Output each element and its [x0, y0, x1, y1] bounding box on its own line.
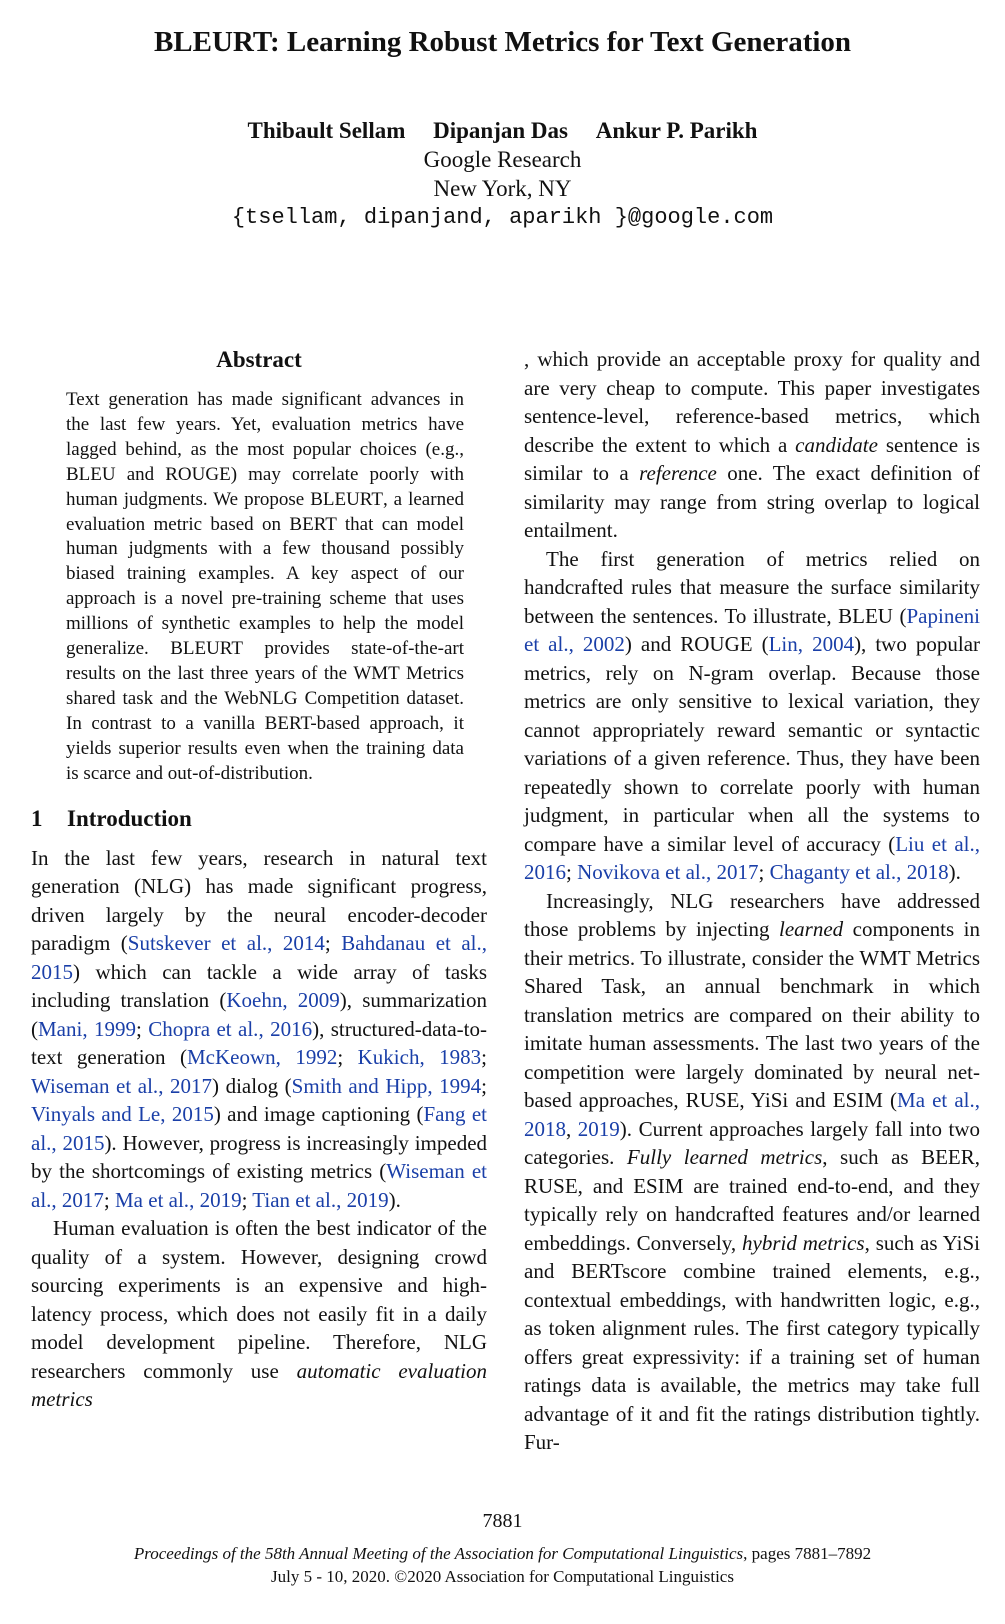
citation-link[interactable]: Lin, 2004	[768, 632, 855, 656]
text-run: ).	[948, 860, 961, 884]
section-heading-introduction	[31, 804, 487, 834]
citation-link[interactable]: Smith and Hipp, 1994	[291, 1073, 482, 1098]
text-run: ) and ROUGE (	[624, 632, 769, 656]
abstract-part: Text generation has made significant advances in the last few years. Yet, evaluation metrics have lagged behind, as the most popular choices (e.g., BLEU and ROUGE) may correlate poorly with human judgments. We propose	[66, 389, 464, 510]
citation-link[interactable]: Bahdanau et al., 2015	[31, 931, 488, 984]
abstract-heading: Abstract	[216, 347, 302, 372]
text-run: ).	[388, 1187, 401, 1212]
citation-link[interactable]: Chopra et al., 2016	[148, 1016, 313, 1041]
page-number: 7881	[482, 1510, 523, 1532]
left-column	[31, 345, 487, 1414]
text-run: components in their metrics. To illustrate, consider the WMT Metrics Shared Task, an annual benchmark in which translation metrics are compared on their ability to imitate human assessments. The last two years of the competition were largely dominated by neural net-based approaches, RUSE, YiSi and ESIM (	[524, 917, 980, 1112]
location: New York, NY	[433, 176, 572, 201]
text-run: ), two popular metrics, rely on N-gram overlap. Because those metrics are only sensitive to lexical variation, they cannot appropriately reward semantic or syntactic variations of a given reference. Thus, they have been repeatedly shown to correlate poorly with human judgment, in particular when all the systems to compare have a similar level of accuracy (	[524, 632, 981, 856]
citation-link[interactable]: Koehn, 2009	[226, 988, 340, 1012]
text-run: , such as YiSi and BERTscore combine trained elements, e.g., contextual embeddings, with handwritten logic, e.g., as token alignment rules. The first category typically offers great expressivity: if a training set of human ratings data is available, the metrics may take full advantage of it and fit the ratings distribution tightly. Fur-	[524, 1230, 980, 1454]
author-name: Dipanjan Das	[433, 118, 568, 143]
author-email: {tsellam, dipanjand, aparikh }@google.com	[231, 205, 774, 230]
citation-link[interactable]: Chaganty et al., 2018	[769, 860, 949, 884]
text-run: ). Current approaches largely fall into two categories.	[524, 1116, 980, 1169]
citation-link[interactable]: Liu et al., 2016	[524, 831, 980, 884]
text-run: ) which can tackle a wide array of tasks including translation (	[31, 959, 487, 1012]
author-name: Ankur P. Parikh	[595, 118, 758, 143]
text-run: Human evaluation is often the best indicator of the quality of a system. However, designing crowd sourcing experiments is an expensive and high-latency process, which does not easily fit in a daily model development pipeline. Therefore, NLG researchers commonly use	[31, 1216, 487, 1383]
citation-link[interactable]: Fang et al., 2015	[31, 1102, 488, 1155]
venue-name: Proceedings of the 58th Annual Meeting of the Association for Computational Linguistics	[133, 1544, 744, 1563]
citation-link[interactable]: Sutskever et al., 2014	[127, 931, 325, 955]
citation-link[interactable]: Mani, 1999	[38, 1016, 136, 1041]
citation-link[interactable]: Vinyals and Le, 2015	[31, 1102, 214, 1126]
text-run: , such as BEER, RUSE, and ESIM are trained end-to-end, and they typically rely on handcrafted features and/or learned embeddings. Conversely,	[524, 1145, 981, 1255]
text-run: ), summarization (	[31, 988, 488, 1041]
text-run: Increasingly, NLG researchers have addressed those problems by injecting	[524, 888, 980, 941]
authors-block	[0, 116, 1005, 232]
citation-link[interactable]: Wiseman et al., 2017	[31, 1073, 213, 1098]
text-run: , which provide an acceptable proxy for quality and are very cheap to compute. This paper investigates sentence-level, reference-based metrics, which describe the extent to which a	[524, 347, 980, 457]
text-run: ). However, progress is increasingly impeded by the shortcomings of existing metrics (	[31, 1130, 488, 1183]
text-run: sentence is similar to a	[524, 432, 981, 485]
text-run: The first generation of metrics relied on handcrafted rules that measure the surface similarity between the sentences. To illustrate, BLEU (	[524, 546, 980, 628]
footer-line-1	[0, 1542, 1005, 1565]
emphasis: automatic evaluation metrics	[31, 1358, 487, 1411]
intro-paragraph-3: The first generation of metrics relied on handcrafted rules that measure the surface similarity between the sentences. To illustrate, BLEU (Papineni et al., 2002) and ROUGE (Lin, 2004), two popular metrics, rely on N-gram overlap. Because those metrics are only sensitive to lexical variation, they cannot appropriately reward semantic or syntactic variations of a given reference. Thus, they have been repeatedly shown to correlate poorly with human judgment, in particular when all the systems to compare have a similar level of accuracy (Liu et al., 2016; Novikova et al., 2017; Chaganty et al., 2018).	[524, 546, 981, 884]
intro-paragraph-1: In the last few years, research in natural text generation (NLG) has made significant progress, driven largely by the neural encoder-decoder paradigm (Sutskever et al., 2014; Bahdanau et al., 2015) which can tackle a wide array of tasks including translation (Koehn, 2009), summarization (Mani, 1999; Chopra et al., 2016), structured-data-to-text generation (McKeown, 1992; Kukich, 1983; Wiseman et al., 2017) dialog (Smith and Hipp, 1994; Vinyals and Le, 2015) and image captioning (Fang et al., 2015). However, progress is increasingly impeded by the shortcomings of existing metrics (Wiseman et al., 2017; Ma et al., 2019; Tian et al., 2019).	[31, 845, 488, 1212]
text-run: In the last few years, research in natural text generation (NLG) has made significant progress, driven largely by the neural encoder-decoder paradigm (	[31, 845, 487, 955]
abstract-text	[66, 388, 464, 787]
citation-link[interactable]: Kukich, 1983	[357, 1045, 482, 1069]
text-run: ) and image captioning (	[213, 1102, 424, 1126]
right-column	[524, 345, 980, 1457]
intro-paragraph-4: Increasingly, NLG researchers have addressed those problems by injecting learned components in their metrics. To illustrate, consider the WMT Metrics Shared Task, an annual benchmark in which translation metrics are compared on their ability to imitate human assessments. The last two years of the competition were largely dominated by neural net-based approaches, RUSE, YiSi and ESIM (Ma et al., 2018, 2019). Current approaches largely fall into two categories. Fully learned metrics, such as BEER, RUSE, and ESIM are trained end-to-end, and they typically rely on handcrafted features and/or learned embeddings. Conversely, hybrid metrics, such as YiSi and BERTscore combine trained elements, e.g., contextual embeddings, with handwritten logic, e.g., as token alignment rules. The first category typically offers great expressivity: if a training set of human ratings data is available, the metrics may take full advantage of it and fit the ratings distribution tightly. Fur-	[524, 888, 981, 1454]
citation-link[interactable]: Novikova et al., 2017	[577, 860, 759, 884]
intro-paragraph-2-continued	[524, 345, 980, 545]
bleurt-name: BLEURT	[170, 638, 243, 660]
intro-paragraph-2	[31, 1214, 487, 1414]
emphasis: learned	[779, 917, 844, 941]
citation-link[interactable]: McKeown, 1992	[187, 1045, 338, 1069]
paper-title: BLEURT: Learning Robust Metrics for Text Generation	[153, 26, 852, 58]
citation-link[interactable]: 2019	[577, 1116, 620, 1141]
proceedings-footer	[0, 1542, 1005, 1588]
emphasis: reference	[639, 461, 717, 485]
author-name: Thibault Sellam	[247, 118, 406, 143]
abstract-part: , a learned evaluation metric based on BERT that can model human judgments with a few thousand possibly biased training examples. A key aspect of our approach is a novel pre-training scheme that uses millions of synthetic examples to help the model generalize.	[66, 488, 464, 660]
author-names	[0, 116, 1005, 145]
citation-link[interactable]: Wiseman et al., 2017	[31, 1159, 487, 1212]
emphasis: Fully learned metrics	[626, 1145, 823, 1169]
citation-link[interactable]: Ma et al., 2018	[524, 1088, 980, 1141]
affiliation: Google Research	[423, 147, 582, 172]
footer-line-2: July 5 - 10, 2020. ©2020 Association for Computational Linguistics	[271, 1567, 734, 1586]
citation-link[interactable]: Papineni et al., 2002	[524, 603, 980, 656]
emphasis: candidate	[795, 432, 878, 457]
text-run: ), structured-data-to-text generation (	[31, 1016, 487, 1069]
citation-link[interactable]: Ma et al., 2019	[115, 1187, 242, 1212]
citation-link[interactable]: Tian et al., 2019	[252, 1187, 389, 1212]
section-number: 1	[31, 805, 43, 831]
abstract-part: provides state-of-the-art results on the last three years of the WMT Metrics shared task and the WebNLG Competition dataset. In contrast to a vanilla BERT-based approach, it yields superior results even when the training data is scarce and out-of-distribution.	[66, 638, 464, 784]
text-run: one. The exact definition of similarity may range from string overlap to logical entailment.	[524, 461, 980, 542]
page-range: , pages 7881–7892	[743, 1544, 872, 1563]
bleurt-name: BLEURT	[310, 488, 383, 510]
emphasis: hybrid metrics	[742, 1230, 865, 1255]
text-run: ) dialog (	[212, 1073, 292, 1098]
section-title: Introduction	[67, 805, 192, 831]
